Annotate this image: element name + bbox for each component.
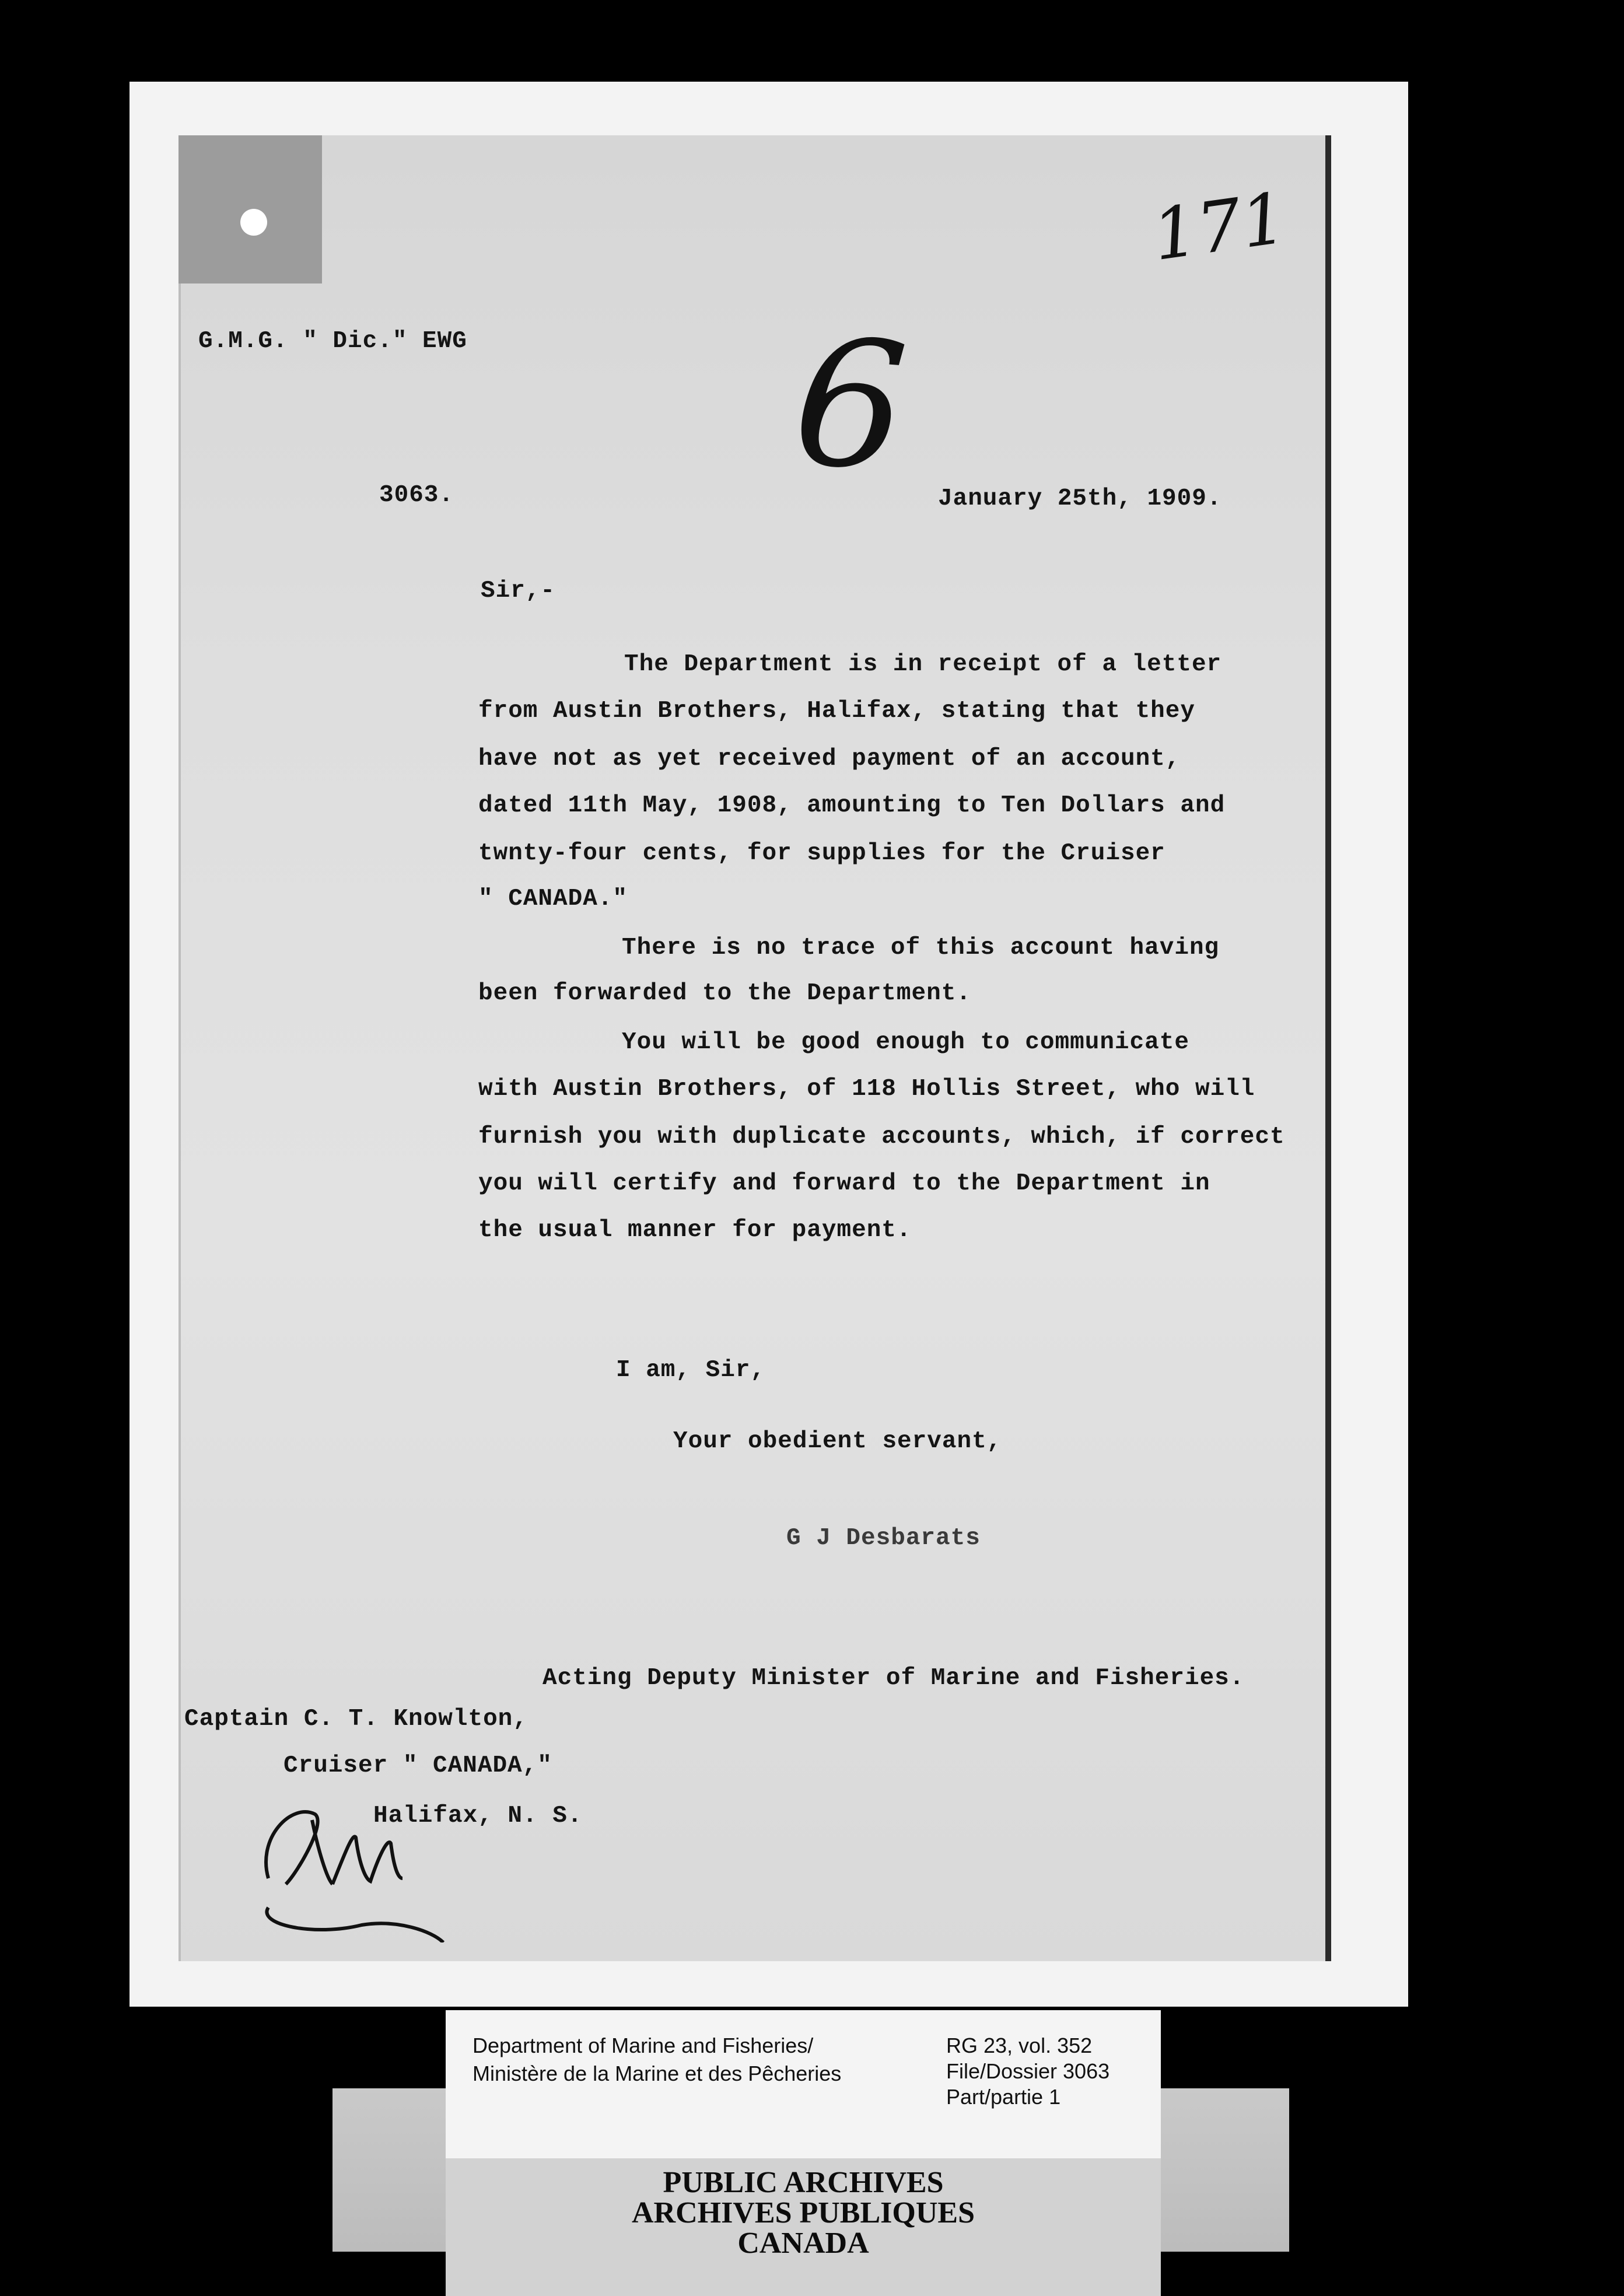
recipient-vessel: Cruiser " CANADA," xyxy=(284,1752,552,1779)
body-line: twnty-four cents, for supplies for the Cruiser xyxy=(478,840,1166,867)
margin-mark: 6 xyxy=(788,299,913,511)
label-file: File/Dossier 3063 xyxy=(946,2059,1110,2083)
folio-number: 171 xyxy=(1147,177,1292,277)
closing: I am, Sir, xyxy=(616,1357,766,1384)
body-line: dated 11th May, 1908, amounting to Ten Dollars and xyxy=(478,792,1226,819)
closing-2: Your obedient servant, xyxy=(673,1428,1002,1455)
label-department-fr: Ministère de la Marine et des Pêcheries xyxy=(473,2062,842,2085)
body-line: furnish you with duplicate accounts, which, if correct xyxy=(478,1124,1285,1150)
label-part: Part/partie 1 xyxy=(946,2085,1061,2109)
recipient-address: Halifax, N. S. xyxy=(373,1803,583,1829)
stamp-line-1: PUBLIC ARCHIVES xyxy=(663,2166,944,2199)
body-line: from Austin Brothers, Halifax, stating that they xyxy=(478,698,1195,724)
body-line: the usual manner for payment. xyxy=(478,1217,912,1244)
recipient-name: Captain C. T. Knowlton, xyxy=(184,1706,528,1732)
label-record-group: RG 23, vol. 352 xyxy=(946,2034,1093,2057)
body-line: been forwarded to the Department. xyxy=(478,980,971,1007)
body-line: with Austin Brothers, of 118 Hollis Street, who will xyxy=(478,1076,1255,1102)
punch-hole xyxy=(240,209,267,236)
stamp-line-2: ARCHIVES PUBLIQUES xyxy=(631,2196,975,2230)
body-line: You will be good enough to communicate xyxy=(622,1029,1189,1056)
body-line: have not as yet received payment of an account, xyxy=(478,746,1181,772)
file-number: 3063. xyxy=(379,482,454,509)
letter-date: January 25th, 1909. xyxy=(938,485,1222,512)
label-department-en: Department of Marine and Fisheries/ xyxy=(473,2034,814,2057)
signatory-title: Acting Deputy Minister of Marine and Fisheries. xyxy=(542,1665,1245,1692)
signature-name: G J Desbarats xyxy=(786,1525,981,1552)
stamp-line-3: CANADA xyxy=(737,2227,869,2260)
salutation: Sir,- xyxy=(481,578,556,604)
handwritten-initials xyxy=(245,1768,455,1943)
body-line: There is no trace of this account having xyxy=(622,935,1220,961)
body-line: you will certify and forward to the Department in xyxy=(478,1170,1210,1197)
reference-code: G.M.G. " Dic." EWG xyxy=(198,328,467,355)
body-line: " CANADA." xyxy=(478,886,628,912)
body-line: The Department is in receipt of a letter xyxy=(624,651,1222,678)
